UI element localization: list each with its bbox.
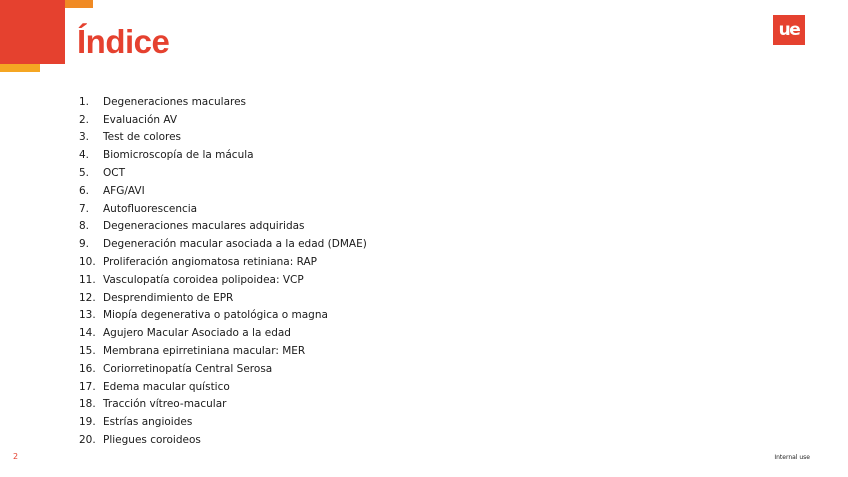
toc-item-label: Edema macular quístico — [103, 380, 230, 393]
toc-item — [79, 342, 367, 360]
logo-text: ue — [778, 20, 800, 40]
toc-item-label: Membrana epirretiniana macular: MER — [103, 345, 306, 358]
toc-item — [79, 146, 367, 164]
toc-item — [79, 324, 367, 342]
toc-item-label: OCT — [103, 167, 126, 180]
toc-item-label: Agujero Macular Asociado a la edad — [103, 327, 291, 340]
toc-item-label: Desprendimiento de EPR — [103, 291, 234, 304]
toc-item-label: Estrías angioides — [103, 416, 193, 429]
toc-item — [79, 182, 367, 200]
toc-item-label: Miopía degenerativa o patológica o magna — [103, 309, 328, 322]
toc-item-number: 11. — [79, 273, 96, 286]
toc-item — [79, 289, 367, 307]
toc-item — [79, 235, 367, 253]
toc-item-number: 17. — [79, 380, 96, 393]
toc-item — [79, 378, 367, 396]
toc-item-label: Autofluorescencia — [103, 202, 198, 215]
toc-item-label: Degeneraciones maculares — [103, 95, 247, 108]
toc-item-number: 13. — [79, 309, 96, 322]
toc-item-label: AFG/AVI — [103, 184, 145, 197]
toc-item — [79, 200, 367, 218]
toc-item-number: 14. — [79, 327, 96, 340]
toc-item-label: Degeneración macular asociada a la edad (DMAE) — [103, 238, 367, 251]
decorative-red-block — [0, 0, 65, 64]
toc-item-label: Coriorretinopatía Central Serosa — [103, 362, 273, 375]
toc-item-label: Proliferación angiomatosa retiniana: RAP — [103, 256, 317, 269]
toc-item — [79, 111, 367, 129]
toc-item — [79, 413, 367, 431]
toc-item — [79, 307, 367, 325]
toc-item-number: 18. — [79, 398, 96, 411]
toc-item-number: 16. — [79, 362, 96, 375]
toc-item-number: 7. — [79, 202, 90, 215]
toc-item-label: Evaluación AV — [103, 113, 178, 126]
toc-item — [79, 129, 367, 147]
toc-item — [79, 360, 367, 378]
table-of-contents — [79, 93, 367, 449]
toc-item-number: 15. — [79, 345, 96, 358]
toc-item-number: 10. — [79, 256, 96, 269]
toc-item — [79, 271, 367, 289]
toc-item-number: 12. — [79, 291, 96, 304]
toc-item-label: Pliegues coroideos — [103, 434, 201, 447]
toc-item-number: 19. — [79, 416, 96, 429]
toc-item — [79, 218, 367, 236]
toc-item — [79, 431, 367, 449]
toc-item-number: 8. — [79, 220, 90, 233]
toc-item-label: Test de colores — [103, 131, 182, 144]
page-title: Índice — [77, 23, 170, 60]
toc-item — [79, 396, 367, 414]
toc-item-number: 4. — [79, 149, 90, 162]
toc-item-label: Biomicroscopía de la mácula — [103, 149, 254, 162]
toc-item — [79, 164, 367, 182]
page-number: 2 — [13, 452, 19, 461]
university-logo-icon — [773, 15, 805, 45]
toc-item-label: Tracción vítreo-macular — [103, 398, 227, 411]
toc-item-number: 5. — [79, 167, 90, 180]
toc-item — [79, 93, 367, 111]
decorative-orange-top-bar — [65, 0, 93, 8]
toc-item-number: 2. — [79, 113, 90, 126]
toc-item-number: 1. — [79, 95, 90, 108]
toc-item-number: 20. — [79, 434, 96, 447]
classification-label: Internal use — [774, 454, 810, 461]
toc-item-number: 9. — [79, 238, 90, 251]
toc-item-label: Degeneraciones maculares adquiridas — [103, 220, 305, 233]
decorative-orange-bar — [0, 64, 40, 72]
toc-item-number: 6. — [79, 184, 90, 197]
toc-item — [79, 253, 367, 271]
toc-item-number: 3. — [79, 131, 90, 144]
toc-item-label: Vasculopatía coroidea polipoidea: VCP — [103, 273, 304, 286]
